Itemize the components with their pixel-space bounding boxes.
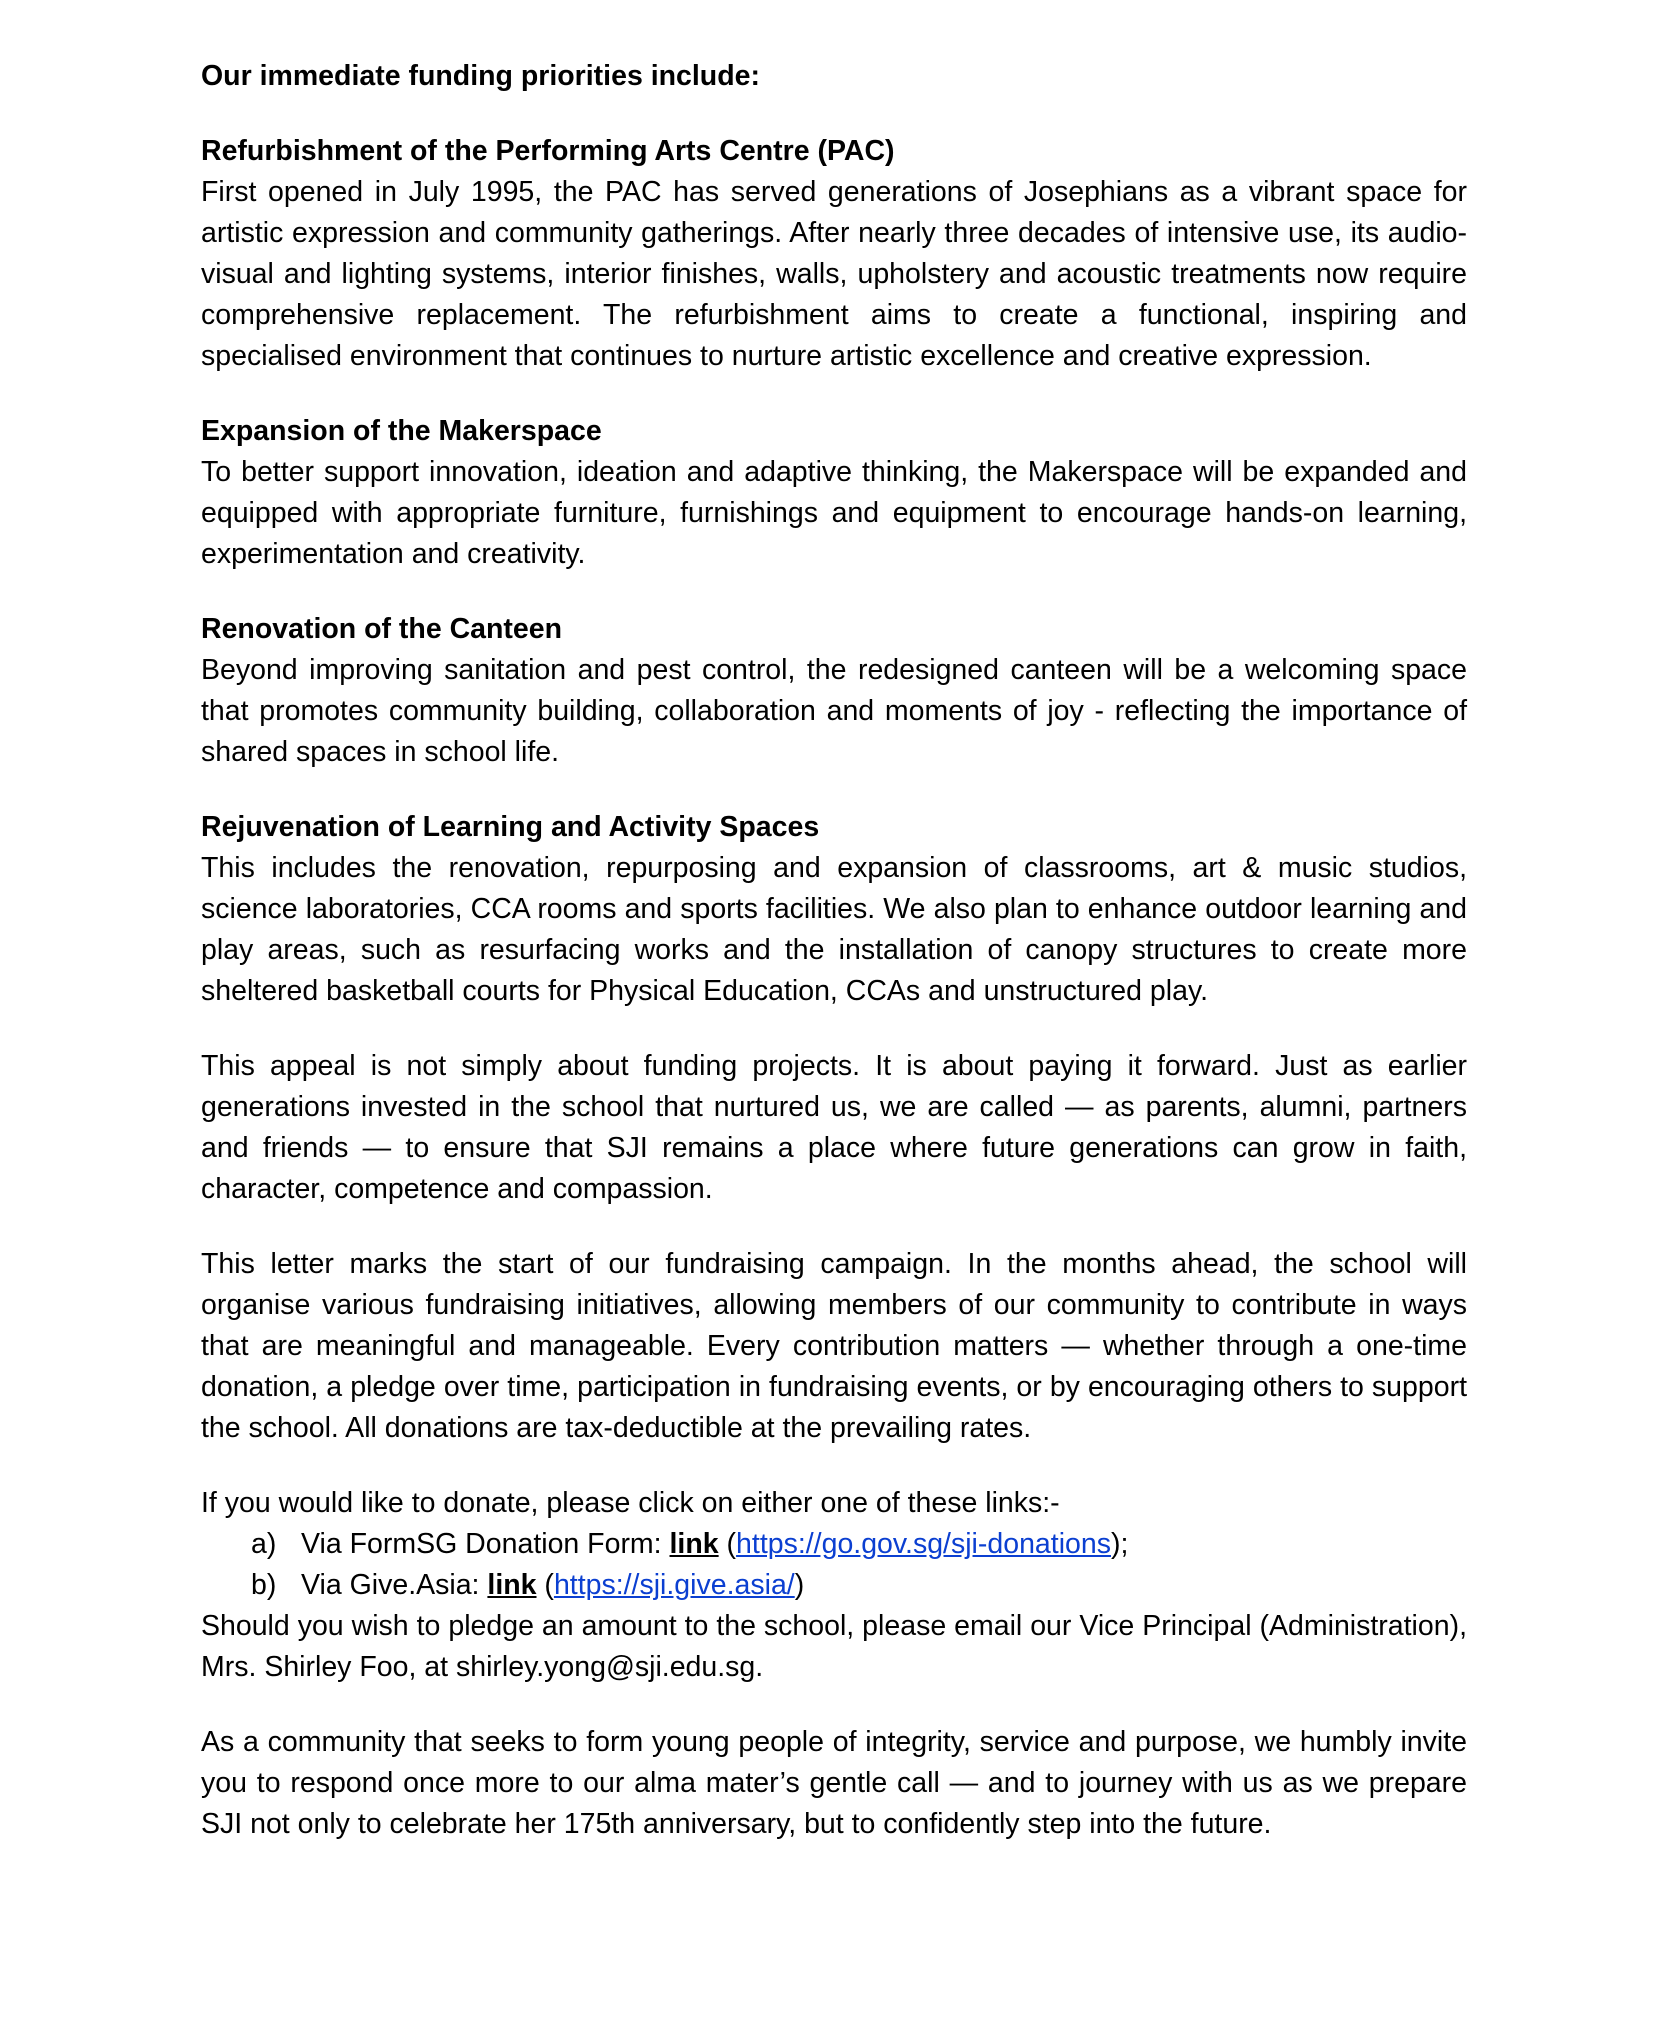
paren-close: ); xyxy=(1111,1528,1129,1560)
list-marker: a) xyxy=(251,1528,277,1560)
section-title: Expansion of the Makerspace xyxy=(201,415,602,447)
section-title: Refurbishment of the Performing Arts Centre (PAC) xyxy=(201,135,895,167)
section-title: Rejuvenation of Learning and Activity Spaces xyxy=(201,811,820,843)
section-canteen xyxy=(201,609,1467,773)
section-title: Renovation of the Canteen xyxy=(201,613,563,645)
donate-section xyxy=(201,1483,1467,1688)
giveasia-link[interactable]: link xyxy=(487,1569,537,1601)
intro-heading: Our immediate funding priorities include: xyxy=(201,60,760,92)
list-item-text xyxy=(301,1565,804,1606)
appeal-paragraph: This appeal is not simply about funding projects. It is about paying it forward. Just as earlier generations invested in the school that nurtured us, we are called — as parents, alumni, partners and friends — to ensure that SJI remains a place where future generations can grow in faith, character, competence and compassion. xyxy=(201,1050,1467,1205)
list-item xyxy=(201,1524,1467,1565)
letter-body xyxy=(201,56,1467,1845)
option-label: Via FormSG Donation Form: xyxy=(301,1528,670,1560)
list-marker: b) xyxy=(251,1569,277,1601)
section-body: To better support innovation, ideation and adaptive thinking, the Makerspace will be expanded and equipped with appropriate furniture, furnishings and equipment to encourage hands-on learning, experimentation and creativity. xyxy=(201,456,1467,570)
list-item-text xyxy=(301,1524,1128,1565)
section-makerspace xyxy=(201,411,1467,575)
section-body: This includes the renovation, repurposing and expansion of classrooms, art & music studios, science laboratories, CCA rooms and sports facilities. We also plan to enhance outdoor learning and play areas, such as resurfacing works and the installation of canopy structures to create more sheltered basketball courts for Physical Education, CCAs and unstructured play. xyxy=(201,852,1467,1007)
section-learning-spaces xyxy=(201,807,1467,1012)
paren-open: ( xyxy=(718,1528,737,1560)
donate-options-list xyxy=(201,1524,1467,1606)
paren-open: ( xyxy=(536,1569,554,1601)
section-body: First opened in July 1995, the PAC has served generations of Josephians as a vibrant space for artistic expression and community gatherings. After nearly three decades of intensive use, its audio-visual and lighting systems, interior finishes, walls, upholstery and acoustic treatments now require comprehensive replacement. The refurbishment aims to create a functional, inspiring and specialised environment that continues to nurture artistic excellence and creative expression. xyxy=(201,176,1467,372)
paren-close: ) xyxy=(794,1569,805,1601)
section-pac xyxy=(201,131,1467,377)
campaign-paragraph: This letter marks the start of our fundraising campaign. In the months ahead, the school will organise various fundraising initiatives, allowing members of our community to contribute in ways that are meaningful and manageable. Every contribution matters — whether through a one-time donation, a pledge over time, participation in fundraising events, or by encouraging others to support the school. All donations are tax-deductible at the prevailing rates. xyxy=(201,1248,1467,1444)
giveasia-url-link[interactable]: https://sji.give.asia/ xyxy=(553,1569,795,1601)
formsg-url-link[interactable]: https://go.gov.sg/sji-donations xyxy=(736,1528,1111,1560)
formsg-link[interactable]: link xyxy=(669,1528,719,1560)
pledge-paragraph: Should you wish to pledge an amount to the school, please email our Vice Principal (Administration), Mrs. Shirley Foo, at shirley.yong@sji.edu.sg. xyxy=(201,1610,1467,1683)
option-label: Via Give.Asia: xyxy=(301,1569,488,1601)
closing-paragraph: As a community that seeks to form young people of integrity, service and purpose, we humbly invite you to respond once more to our alma mater’s gentle call — and to journey with us as we prepare SJI not only to celebrate her 175th anniversary, but to confidently step into the future. xyxy=(201,1726,1467,1840)
section-body: Beyond improving sanitation and pest control, the redesigned canteen will be a welcoming space that promotes community building, collaboration and moments of joy - reflecting the importance of shared spaces in school life. xyxy=(201,654,1467,768)
donate-intro: If you would like to donate, please click on either one of these links:- xyxy=(201,1487,1060,1519)
list-item xyxy=(201,1565,1467,1606)
